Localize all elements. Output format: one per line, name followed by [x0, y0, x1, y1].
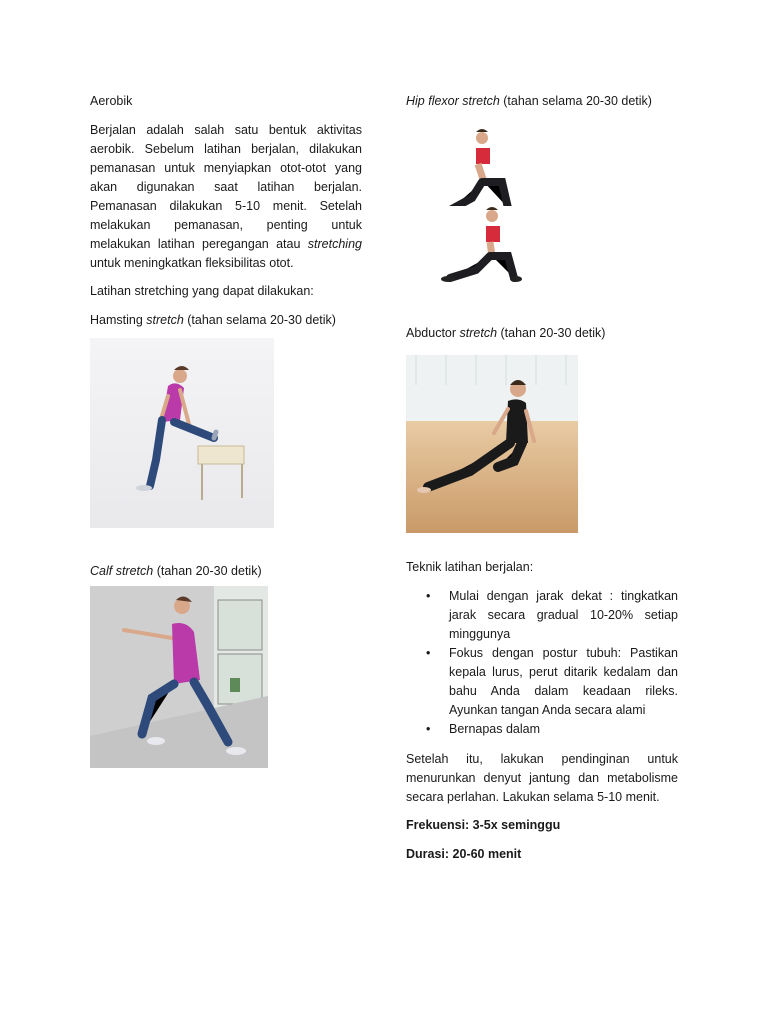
- list-item: • Fokus dengan postur tubuh: Pastikan kepala lurus, perut ditarik kedalam dan bahu Anda dalam keadaan rileks. Ayunkan tangan Anda secara alami: [426, 646, 678, 717]
- list-item: • Mulai dengan jarak dekat : tingkatkan jarak secara gradual 10-20% setiap minggunya: [426, 589, 678, 641]
- duration-text: Durasi: 20-60 menit: [406, 847, 522, 861]
- stretching-intro: Latihan stretching yang dapat dilakukan:: [90, 284, 314, 298]
- frequency-text: Frekuensi: 3-5x seminggu: [406, 818, 561, 832]
- hip-flexor-stretch-photo-1: [438, 126, 522, 216]
- list-item: • Bernapas dalam: [406, 720, 678, 739]
- section-heading-aerobik: Aerobik: [90, 94, 133, 108]
- bullet-icon: •: [426, 646, 431, 660]
- technique-list: [406, 587, 678, 739]
- hamstring-stretch-photo: [90, 338, 274, 528]
- calf-stretch-photo: [90, 586, 268, 768]
- bullet-icon: •: [426, 722, 431, 736]
- technique-heading: Teknik latihan berjalan:: [406, 560, 534, 574]
- abductor-caption: Abductor stretch (tahan 20-30 detik): [406, 326, 606, 340]
- hip-flexor-stretch-photo-2: [438, 206, 522, 284]
- calf-caption: Calf stretch (tahan 20-30 detik): [90, 564, 262, 578]
- hamstring-caption: Hamsting stretch (tahan selama 20-30 detik): [90, 313, 336, 327]
- cooldown-paragraph: Setelah itu, lakukan pendinginan untuk menurunkan denyut jantung dan metabolisme secara perlahan. Lakukan selama 5-10 menit.: [406, 752, 678, 804]
- bullet-icon: •: [426, 589, 431, 603]
- intro-paragraph: Berjalan adalah salah satu bentuk aktivitas aerobik. Sebelum latihan berjalan, dilakukan pemanasan untuk menyiapkan otot-otot yang akan digunakan saat latihan berjalan. Pemanasan dilakukan 5-10 menit. Setelah melakukan pemanasan, penting untuk melakukan latihan peregangan atau stretching untuk meningkatkan fleksibilitas otot.: [90, 123, 362, 270]
- hip-flexor-caption: Hip flexor stretch (tahan selama 20-30 detik): [406, 94, 652, 108]
- abductor-stretch-photo: [406, 355, 578, 533]
